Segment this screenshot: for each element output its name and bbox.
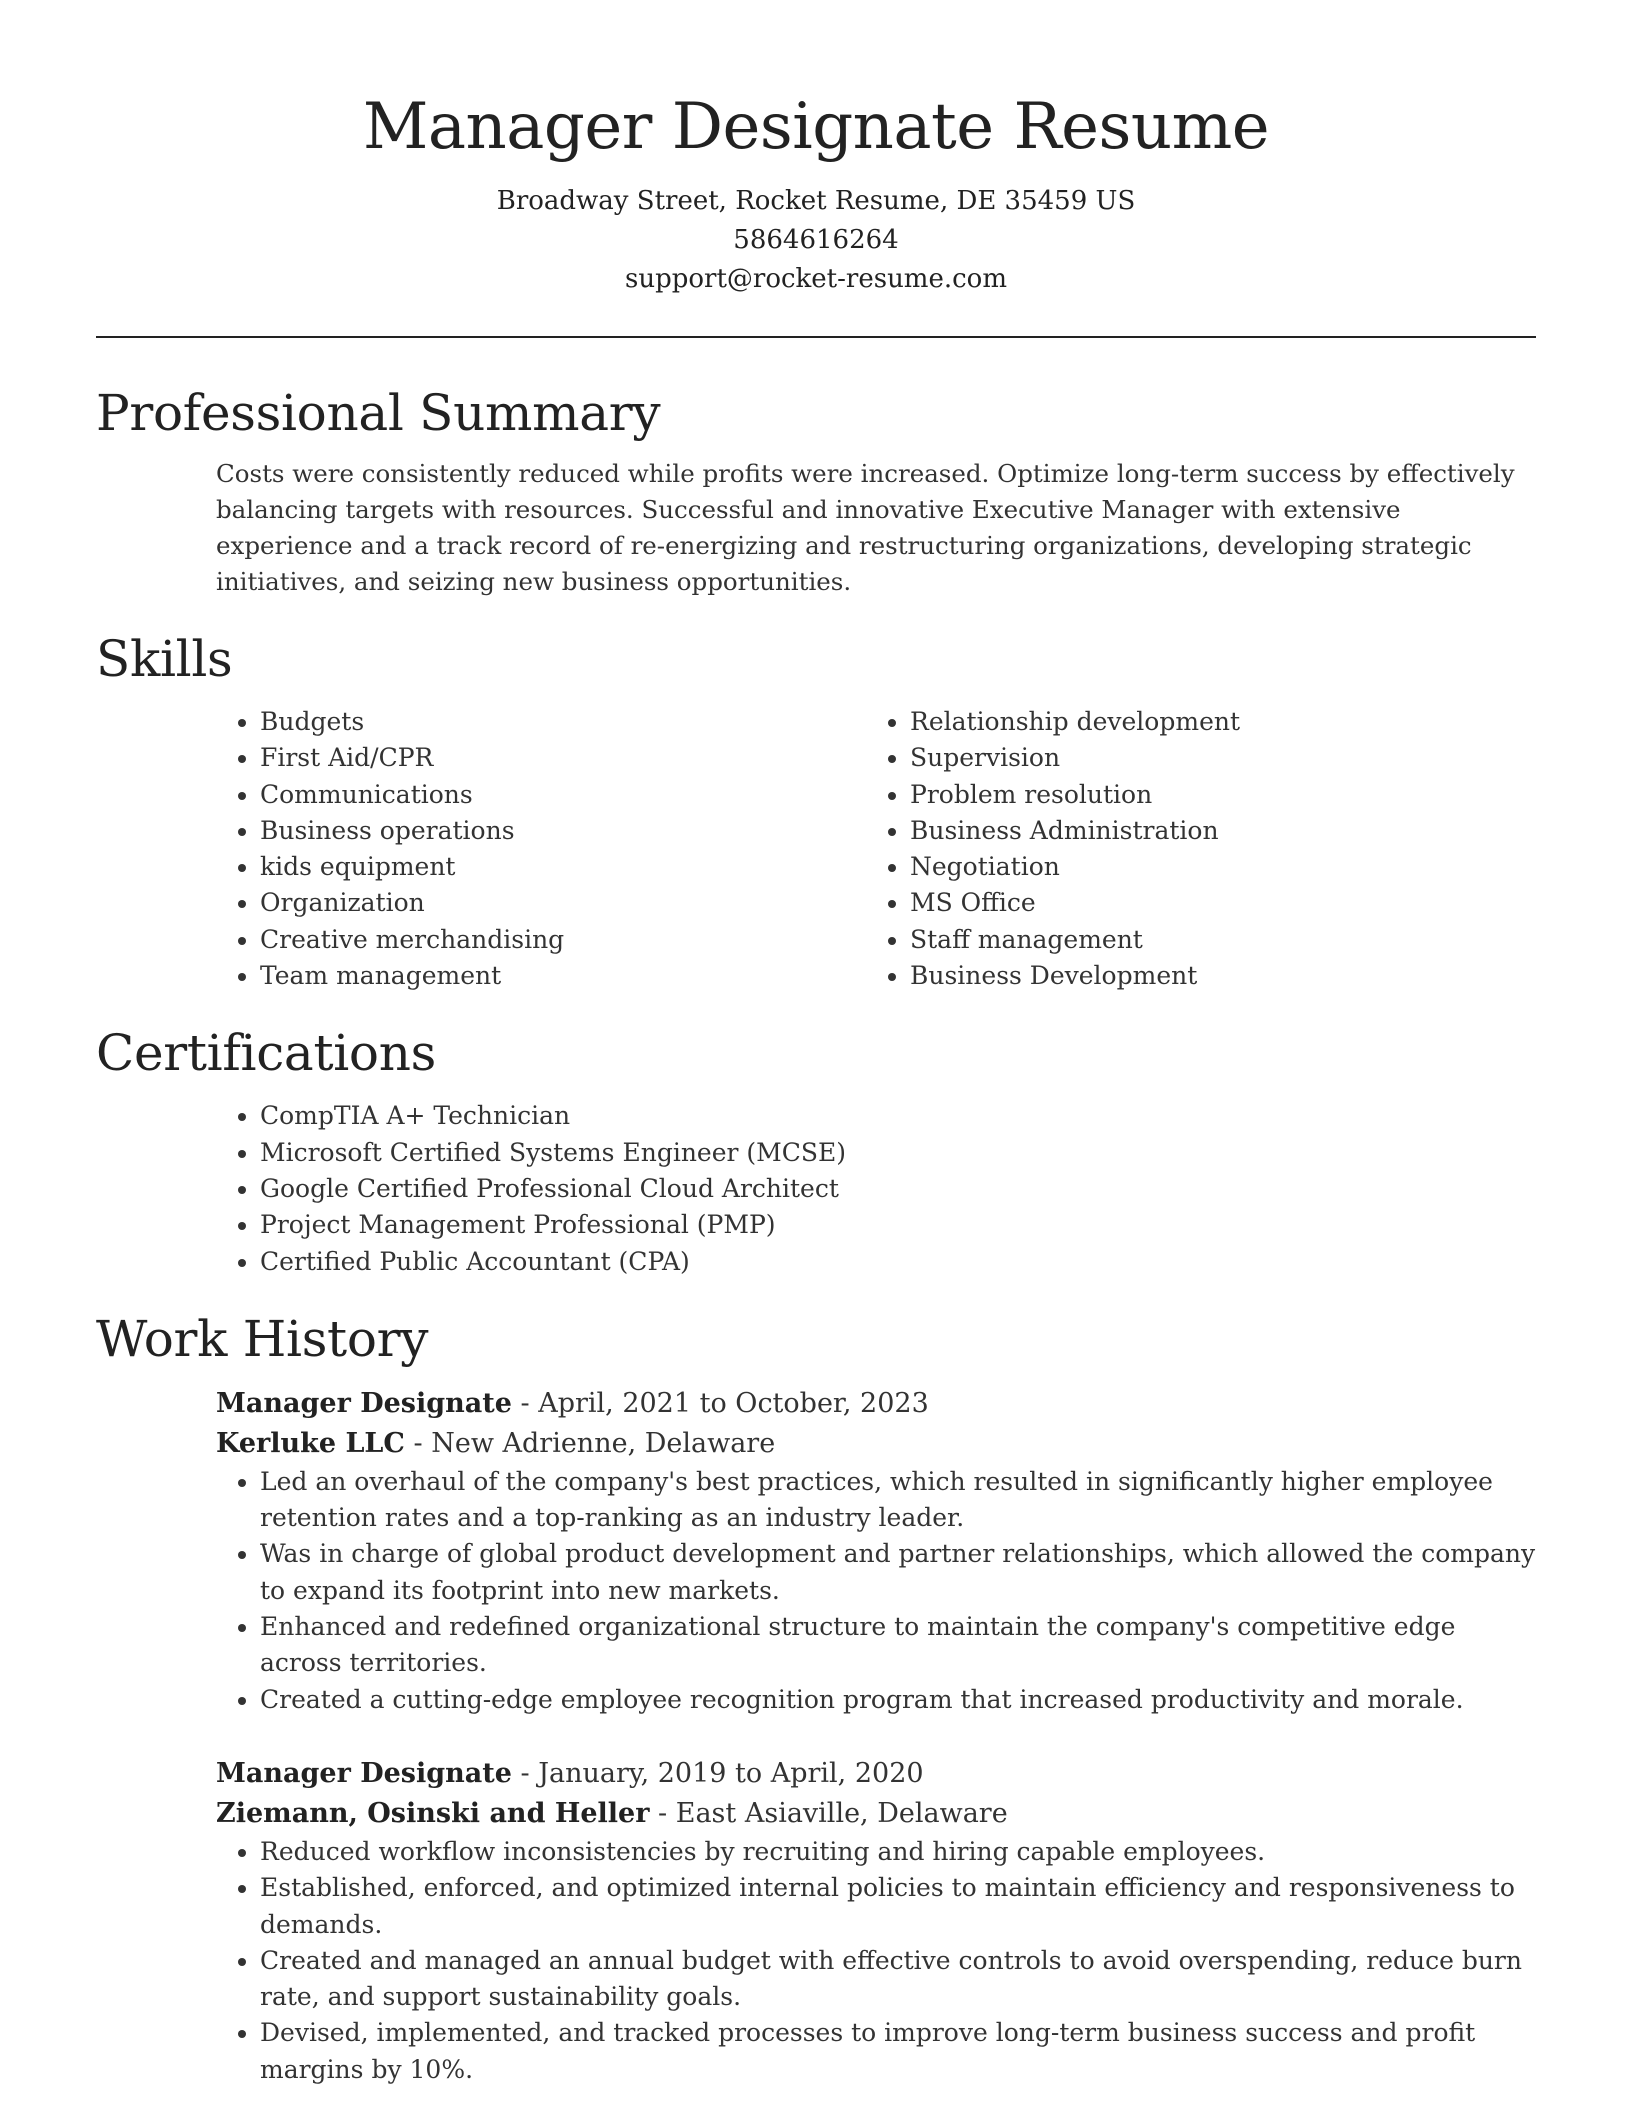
section-title-work-history: Work History [96, 1309, 429, 1368]
section-title-skills: Skills [96, 630, 233, 688]
job-bullet: • Was in charge of global product development and partner relationships, which allowed the company to expand its footprint into new markets. [260, 1536, 1536, 1609]
job-bullet: • Enhanced and redefined organizational structure to maintain the company's competitive edge across territories. [260, 1609, 1536, 1682]
section-title-certifications: Certifications [96, 1024, 436, 1083]
skills-columns [216, 704, 1536, 994]
header-divider [96, 336, 1536, 338]
job-bullets [216, 1834, 1536, 2088]
skill-item: • Business Administration [910, 813, 1516, 849]
job-bullet: • Created a cutting-edge employee recognition program that increased productivity and morale. [260, 1682, 1536, 1718]
skill-item: • Supervision [910, 740, 1516, 776]
skill-item: • Staff management [910, 922, 1516, 958]
job-entry [216, 1754, 1536, 2088]
job-dates: - January, 2019 to April, 2020 [511, 1757, 924, 1789]
contact-email: support@rocket-resume.com [624, 264, 1007, 294]
job-location: - New Adrienne, Delaware [404, 1427, 776, 1459]
job-bullets [216, 1464, 1536, 1718]
skill-item: • Business operations [260, 813, 866, 849]
job-bullet: • Devised, implemented, and tracked processes to improve long-term business success and profit margins by 10%. [260, 2015, 1536, 2088]
job-company-line [216, 1794, 1536, 1834]
section-professional-summary [96, 382, 1536, 600]
skill-item: • kids equipment [260, 849, 866, 885]
job-bullet: • Created and managed an annual budget with effective controls to avoid overspending, reduce burn rate, and support sustainability goals. [260, 1943, 1536, 2016]
resume-page [96, 0, 1536, 2088]
job-company: Kerluke LLC [216, 1427, 405, 1459]
skills-list-right [866, 704, 1516, 994]
job-company-line [216, 1424, 1536, 1464]
job-dates: - April, 2021 to October, 2023 [511, 1387, 929, 1419]
section-skills [96, 628, 1536, 994]
skills-column-right [866, 704, 1516, 994]
job-bullet: • Reduced workflow inconsistencies by recruiting and hiring capable employees. [260, 1834, 1536, 1870]
certifications-list-wrap [216, 1098, 1536, 1279]
skill-item: • Organization [260, 885, 866, 921]
certification-item: • Certified Public Accountant (CPA) [260, 1244, 1536, 1280]
job-title-line [216, 1754, 1536, 1794]
skill-item: • Business Development [910, 958, 1516, 994]
job-location: - East Asiaville, Delaware [649, 1797, 1008, 1829]
job-role: Manager Designate [216, 1757, 512, 1789]
skill-item: • Team management [260, 958, 866, 994]
section-certifications [96, 1022, 1536, 1279]
certification-item: • Microsoft Certified Systems Engineer (MCSE) [260, 1135, 1536, 1171]
skills-list-left [216, 704, 866, 994]
certifications-list [216, 1098, 1536, 1279]
job-role: Manager Designate [216, 1387, 512, 1419]
certification-item: • Google Certified Professional Cloud Architect [260, 1171, 1536, 1207]
resume-title: Manager Designate Resume [362, 90, 1270, 164]
skill-item: • Negotiation [910, 849, 1516, 885]
contact-phone: 5864616264 [733, 225, 899, 255]
contact-address: Broadway Street, Rocket Resume, DE 35459 US [496, 186, 1136, 216]
certification-item: • Project Management Professional (PMP) [260, 1207, 1536, 1243]
skill-item: • Creative merchandising [260, 922, 866, 958]
skill-item: • MS Office [910, 885, 1516, 921]
job-bullet: • Led an overhaul of the company's best practices, which resulted in significantly higher employee retention rates and a top-ranking as an industry leader. [260, 1464, 1536, 1537]
skill-item: • Problem resolution [910, 777, 1516, 813]
job-entry [216, 1384, 1536, 1718]
summary-text: Costs were consistently reduced while profits were increased. Optimize long-term success by effectively balancing targets with resources. Successful and innovative Executive Manager with extensive experience and a track record of re-energizing and restructuring organizations, developing strategic initiatives, and seizing new business opportunities. [216, 459, 1515, 596]
skill-item: • First Aid/CPR [260, 740, 866, 776]
certification-item: • CompTIA A+ Technician [260, 1098, 1536, 1134]
section-work-history [96, 1308, 1536, 2088]
contact-info [96, 182, 1536, 299]
skill-item: • Relationship development [910, 704, 1516, 740]
skills-column-left [216, 704, 866, 994]
job-title-line [216, 1384, 1536, 1424]
job-bullet: • Established, enforced, and optimized internal policies to maintain efficiency and responsiveness to demands. [260, 1870, 1536, 1943]
skill-item: • Communications [260, 777, 866, 813]
skill-item: • Budgets [260, 704, 866, 740]
section-title-summary: Professional Summary [96, 384, 661, 442]
resume-header [96, 0, 1536, 299]
job-company: Ziemann, Osinski and Heller [216, 1797, 650, 1829]
